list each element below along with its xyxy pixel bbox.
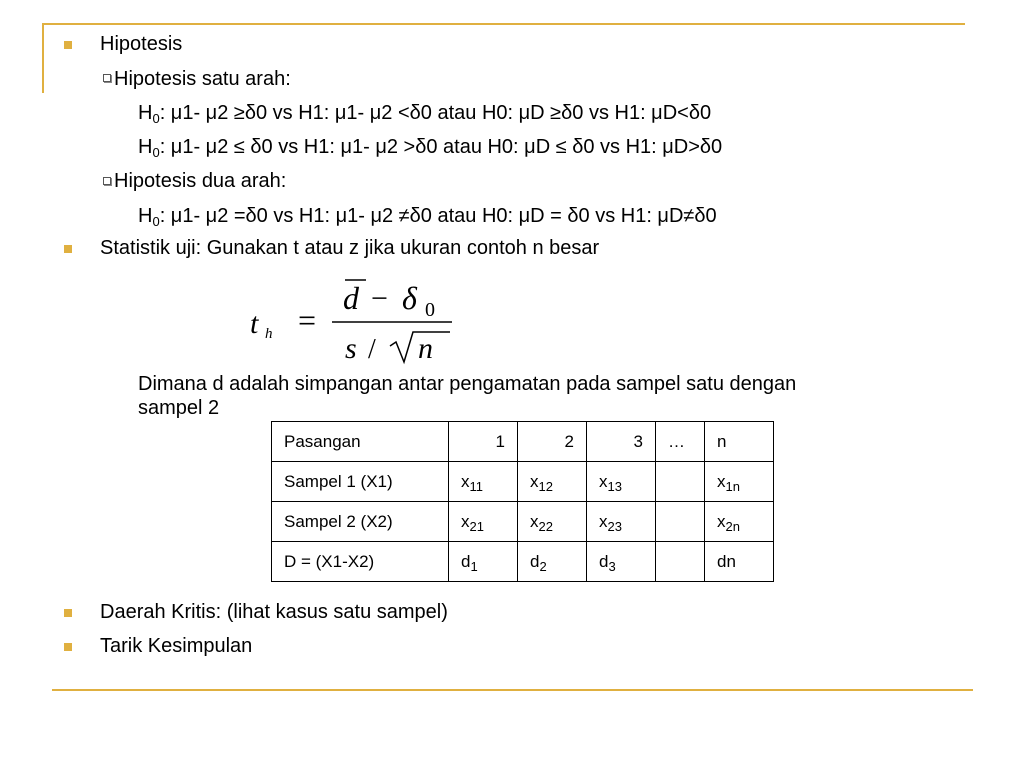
bullet-tarik-kesimpulan: Tarik Kesimpulan bbox=[100, 635, 253, 657]
d0-part: atau H0: μD ≤ δ0 bbox=[437, 136, 595, 158]
h0-part: : μ1- μ2 ≤ δ0 bbox=[159, 136, 273, 158]
table-cell: $x_{12}$ bbox=[518, 462, 587, 502]
bottom-rule bbox=[52, 689, 973, 691]
hypothesis-line-3: $H_0$: μ1- μ2 =δ0 vs H1: μ1- μ2 ≠δ0 atau H0: μD = δ0 vs H1: μD≠δ0 bbox=[138, 205, 717, 229]
row-label: Sampel 1 (X1) bbox=[272, 462, 449, 502]
hypothesis-line-2: $H_0$: μ1- μ2 ≤ δ0 vs H1: μ1- μ2 >δ0 atau H0: μD ≤ δ0 vs H1: μD>δ0 bbox=[138, 136, 723, 160]
bullet-square-icon bbox=[64, 245, 72, 253]
sub-bullet-icon bbox=[103, 177, 111, 185]
bullet-square-icon bbox=[64, 41, 72, 49]
table-cell bbox=[656, 542, 705, 582]
table-header-cell: 2 bbox=[518, 422, 587, 462]
bullet-hipotesis: Hipotesis bbox=[100, 33, 183, 55]
table-cell: $x_{22}$ bbox=[518, 502, 587, 542]
table-cell: $d_2$ bbox=[518, 542, 587, 582]
row-label: D = (X1-X2) bbox=[272, 542, 449, 582]
sub-bullet-icon bbox=[103, 74, 111, 82]
table-cell: $x_{1n}$ bbox=[705, 462, 774, 502]
formula-n: n bbox=[418, 332, 433, 365]
d0-part: atau H0: μD = δ0 bbox=[431, 205, 590, 227]
table-cell: $x_{13}$ bbox=[587, 462, 656, 502]
t-statistic-formula bbox=[250, 276, 460, 366]
d1-part: vs H1: μD<δ0 bbox=[583, 102, 712, 124]
formula-d-bar: d bbox=[343, 280, 359, 316]
table-header-cell: … bbox=[656, 422, 705, 462]
sub-bullet-satu-arah: Hipotesis satu arah: bbox=[114, 68, 291, 90]
pair-table bbox=[271, 421, 774, 582]
h0-part: : μ1- μ2 ≥δ0 bbox=[159, 102, 268, 124]
table-row bbox=[272, 462, 774, 502]
table-cell bbox=[656, 462, 705, 502]
formula-equals: = bbox=[298, 302, 317, 338]
table-header-cell: 1 bbox=[449, 422, 518, 462]
table-header-cell: 3 bbox=[587, 422, 656, 462]
bullet-square-icon bbox=[64, 609, 72, 617]
bullet-square-icon bbox=[64, 643, 72, 651]
formula-s: s bbox=[345, 332, 357, 365]
table-cell: $x_{21}$ bbox=[449, 502, 518, 542]
left-rule bbox=[42, 23, 44, 93]
bullet-statistik-uji: Statistik uji: Gunakan t atau z jika ukuran contoh n besar bbox=[100, 237, 600, 259]
d1-part: vs H1: μD>δ0 bbox=[594, 136, 723, 158]
table-header-row bbox=[272, 422, 774, 462]
top-rule bbox=[42, 23, 965, 25]
hypothesis-line-1: $H_0$: μ1- μ2 ≥δ0 vs H1: μ1- μ2 <δ0 atau H0: μD ≥δ0 vs H1: μD<δ0 bbox=[138, 102, 712, 126]
h0-part: : μ1- μ2 =δ0 bbox=[159, 205, 268, 227]
table-cell bbox=[656, 502, 705, 542]
row-label: Sampel 2 (X2) bbox=[272, 502, 449, 542]
table-cell: $d_3$ bbox=[587, 542, 656, 582]
d0-part: atau H0: μD ≥δ0 bbox=[431, 102, 584, 124]
table-cell: dn bbox=[705, 542, 774, 582]
formula-delta: δ bbox=[402, 280, 417, 316]
bullet-daerah-kritis: Daerah Kritis: (lihat kasus satu sampel) bbox=[100, 601, 448, 623]
h1-part: vs H1: μ1- μ2 >δ0 bbox=[272, 136, 438, 158]
table-row bbox=[272, 542, 774, 582]
table-cell: $x_{23}$ bbox=[587, 502, 656, 542]
h1-part: vs H1: μ1- μ2 <δ0 bbox=[267, 102, 432, 124]
formula-minus: − bbox=[371, 282, 388, 315]
table-cell: $x_{11}$ bbox=[449, 462, 518, 502]
sub-bullet-dua-arah: Hipotesis dua arah: bbox=[114, 170, 287, 192]
table-header-cell: Pasangan bbox=[272, 422, 449, 462]
table-cell: $d_1$ bbox=[449, 542, 518, 582]
formula-slash: / bbox=[368, 334, 376, 365]
formula-delta-subscript: 0 bbox=[425, 299, 435, 321]
table-header-cell: n bbox=[705, 422, 774, 462]
table-cell: $x_{2n}$ bbox=[705, 502, 774, 542]
description-line-2: sampel 2 bbox=[138, 397, 220, 419]
formula-t-subscript: h bbox=[265, 326, 273, 342]
table-row bbox=[272, 502, 774, 542]
h1-part: vs H1: μ1- μ2 ≠δ0 bbox=[267, 205, 432, 227]
formula-t: t bbox=[250, 307, 259, 340]
description-line-1: Dimana d adalah simpangan antar pengamatan pada sampel satu dengan bbox=[138, 373, 797, 395]
d1-part: vs H1: μD≠δ0 bbox=[589, 205, 717, 227]
